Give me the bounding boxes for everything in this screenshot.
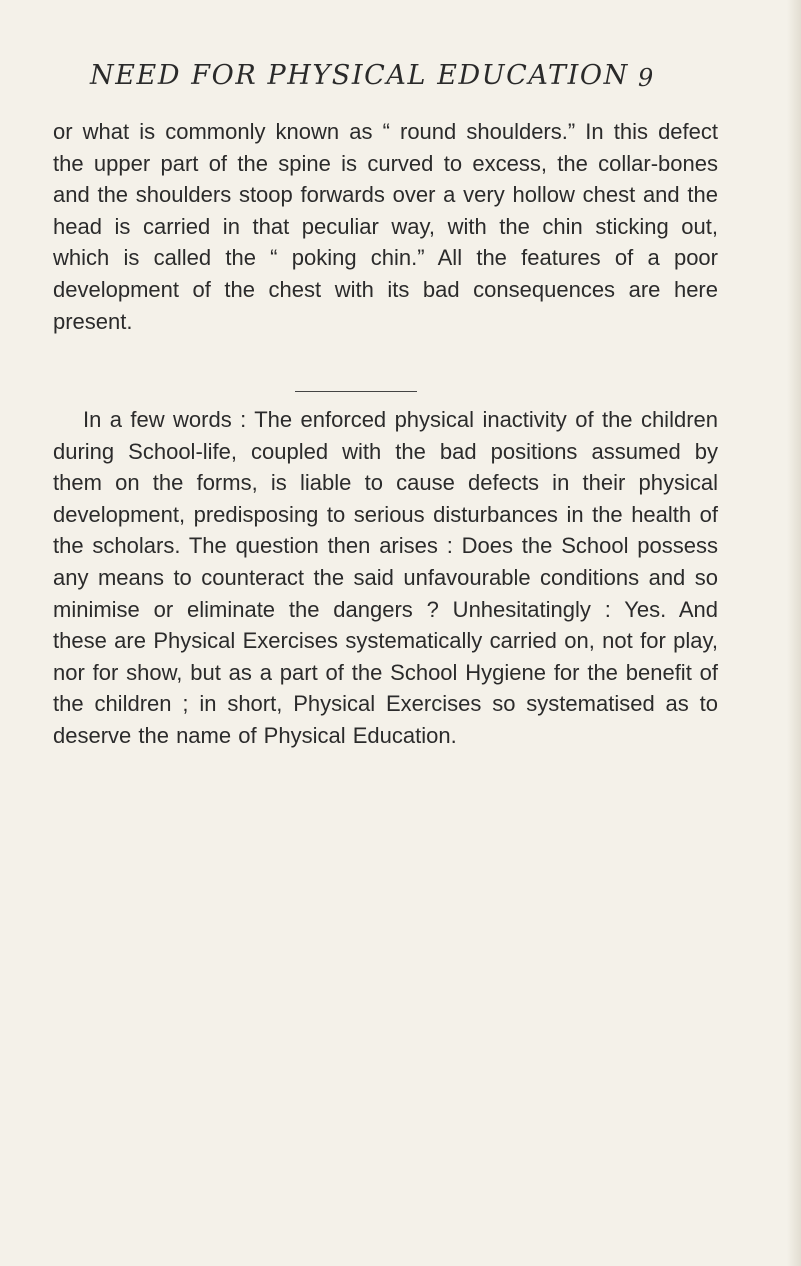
- body-paragraph: or what is commonly known as “ round shoulders.” In this defect the upper part of the spine is curved to excess, the collar-bones and the shoulders stoop forwards over a very hollow chest and the head is carried in that peculiar way, with the chin sticking out, which is called the “ poking chin.” All the features of a poor development of the chest with its bad consequences are here present.: [53, 119, 718, 334]
- page-number: 9: [638, 64, 654, 92]
- page-edge-shadow: [787, 0, 801, 1266]
- running-header-title: NEED FOR PHYSICAL EDUCATION: [90, 60, 629, 91]
- section-divider-rule: [295, 391, 417, 392]
- body-paragraph: In a few words : The enforced physical inactivity of the children during School-life, coupled with the bad positions assumed by them on the forms, is liable to cause defects in their physical development, predisposing to serious disturbances in the health of the scholars. The question then arises : Does the School possess any means to counteract the said unfavourable conditions and so minimise or eliminate the dangers ? Unhesitatingly : Yes. And these are Physical Exercises systematically carried on, not for play, nor for show, but as a part of the School Hygiene for the benefit of the children ; in short, Physical Exercises so systematised as to deserve the name of Physical Education.: [53, 407, 718, 748]
